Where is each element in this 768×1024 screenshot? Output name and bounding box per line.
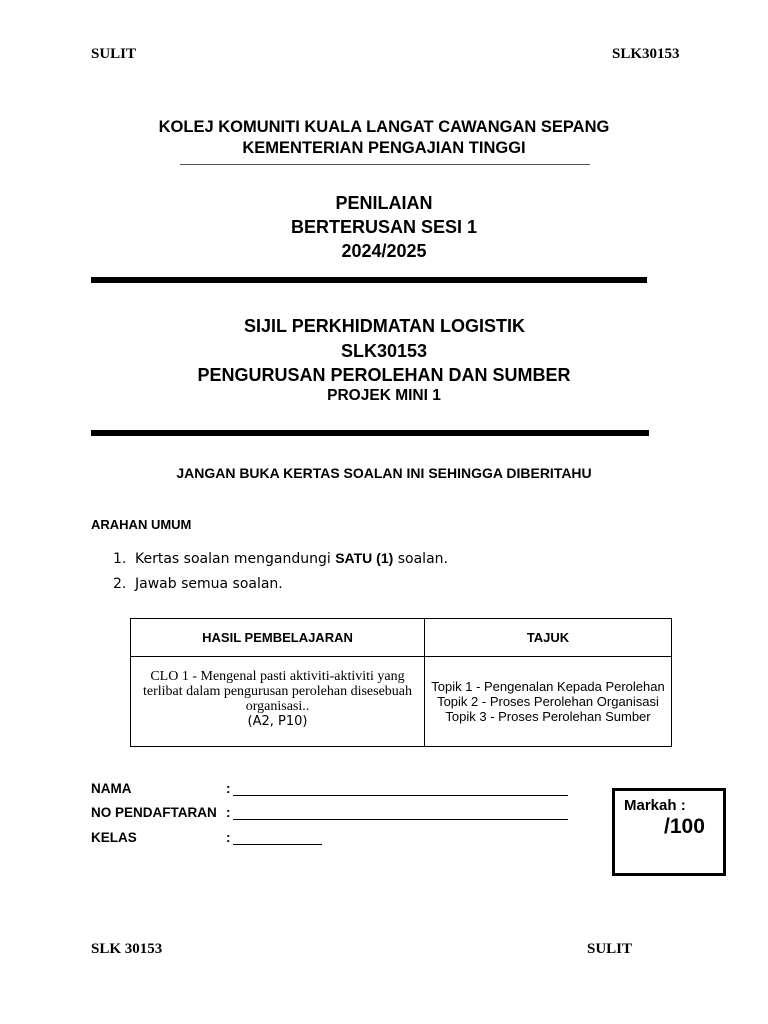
clo-line: CLO 1 - Mengenal pasti aktiviti-aktiviti yang [150, 669, 405, 684]
learning-outcome-table [130, 618, 672, 747]
topic-item: Topik 1 - Pengenalan Kepada Perolehan [431, 679, 665, 694]
task-name: PROJEK MINI 1 [327, 387, 441, 404]
instruction-text: Kertas soalan mengandungi [135, 551, 336, 567]
marks-label: Markah : [624, 797, 686, 814]
table-header-topic: TAJUK [425, 619, 671, 657]
clo-cell [131, 657, 425, 746]
instruction-number: 2. [113, 576, 127, 592]
assessment-session: BERTERUSAN SESI 1 [290, 217, 478, 237]
assessment-title: PENILAIAN [335, 193, 433, 213]
exam-warning: JANGAN BUKA KERTAS SOALAN INI SEHINGGA DIBERITAHU [176, 465, 592, 481]
topic-item: Topik 3 - Proses Perolehan Sumber [445, 709, 651, 724]
instruction-number: 1. [113, 551, 127, 567]
footer-right-label: SULIT [587, 941, 633, 957]
clo-line: terlibat dalam pengurusan perolehan disesebuah [142, 684, 412, 699]
instruction-item [113, 550, 448, 567]
registration-number-colon: : [226, 805, 231, 820]
name-label: NAMA [91, 781, 132, 796]
class-colon: : [226, 830, 231, 845]
header-left-label: SULIT [91, 46, 137, 62]
class-label: KELAS [91, 830, 137, 845]
divider-thick-bottom [91, 430, 649, 436]
class-field[interactable] [233, 844, 322, 845]
marks-box [612, 788, 726, 876]
instruction-text-end: soalan. [393, 551, 448, 567]
program-name: SIJIL PERKHIDMATAN LOGISTIK [244, 316, 526, 336]
footer-left-code: SLK 30153 [91, 941, 163, 957]
registration-number-field[interactable] [233, 819, 568, 820]
instruction-item [113, 576, 283, 592]
course-name: PENGURUSAN PEROLEHAN DAN SUMBER [197, 365, 571, 385]
divider-thick-top [91, 277, 647, 283]
assessment-year: 2024/2025 [341, 241, 427, 261]
instruction-emphasis: SATU (1) [335, 550, 394, 566]
course-code: SLK30153 [340, 341, 428, 361]
ministry-name: KEMENTERIAN PENGAJIAN TINGGI [242, 139, 526, 157]
topic-item: Topik 2 - Proses Perolehan Organisasi [437, 694, 659, 709]
clo-line: organisasi.. [245, 699, 310, 714]
name-field[interactable] [233, 795, 568, 796]
instruction-text: Jawab semua soalan. [135, 576, 283, 592]
header-right-code: SLK30153 [612, 46, 680, 62]
divider-thin [180, 164, 590, 165]
topics-cell [425, 657, 671, 746]
institution-name: KOLEJ KOMUNITI KUALA LANGAT CAWANGAN SEPANG [158, 118, 610, 136]
general-instructions-title: ARAHAN UMUM [91, 517, 192, 532]
name-colon: : [226, 781, 231, 796]
registration-number-label: NO PENDAFTARAN [91, 805, 217, 820]
marks-total: /100 [664, 815, 705, 838]
table-header-learning-outcome: HASIL PEMBELAJARAN [131, 619, 425, 657]
clo-codes: (A2, P10) [247, 714, 308, 729]
